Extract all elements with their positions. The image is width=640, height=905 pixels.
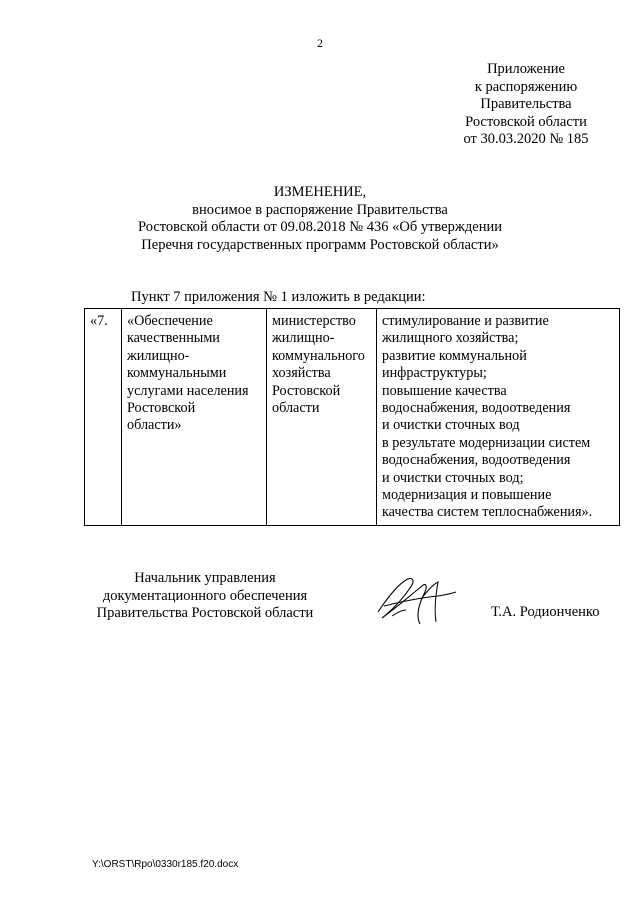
appendix-line: Приложение <box>487 61 565 77</box>
signatory-position <box>60 570 350 623</box>
table-row <box>85 309 620 526</box>
executor-line: области <box>272 400 320 417</box>
goals-line: жилищного хозяйства; <box>382 330 519 347</box>
item-number: «7. <box>90 313 108 329</box>
executor-cell <box>267 309 377 526</box>
executor-line: коммунального <box>272 347 365 364</box>
executor-line: хозяйства <box>272 365 331 382</box>
goals-line: стимулирование и развитие <box>382 313 549 329</box>
program-line: качественными <box>127 330 220 347</box>
signatory-name: Т.А. Родионченко <box>491 604 600 620</box>
position-line: Начальник управления <box>134 570 276 586</box>
heading-title: ИЗМЕНЕНИЕ, <box>273 184 367 200</box>
program-name-cell <box>122 309 267 526</box>
goals-line: и очистки сточных вод; <box>382 469 524 486</box>
program-line: Ростовской <box>127 400 196 417</box>
appendix-line: к распоряжению <box>474 78 578 95</box>
executor-line: жилищно- <box>272 330 335 347</box>
goals-line: качества систем теплоснабжения». <box>382 504 593 521</box>
amendment-table <box>84 308 620 526</box>
position-line: Правительства Ростовской области <box>96 605 314 621</box>
document-heading <box>0 184 640 254</box>
goals-cell <box>377 309 620 526</box>
appendix-line: от 30.03.2020 № 185 <box>463 131 589 147</box>
page-number: 2 <box>317 36 323 50</box>
appendix-line: Ростовской области <box>465 113 587 130</box>
executor-line: Ростовской <box>272 382 341 399</box>
program-line: области» <box>127 417 182 434</box>
goals-line: и очистки сточных вод <box>382 417 520 434</box>
goals-line: инфраструктуры; <box>382 365 487 382</box>
appendix-header <box>432 61 620 149</box>
program-line: услугами населения <box>127 382 249 399</box>
position-line: документационного обеспечения <box>102 587 308 604</box>
goals-line: повышение качества <box>382 382 507 399</box>
goals-line: развитие коммунальной <box>382 347 527 364</box>
goals-line: водоснабжения, водоотведения <box>382 452 571 469</box>
goals-line: водоснабжения, водоотведения <box>382 400 571 417</box>
goals-line: модернизация и повышение <box>382 487 552 504</box>
appendix-line: Правительства <box>480 96 572 112</box>
program-line: коммунальными <box>127 365 227 382</box>
handwritten-signature <box>372 572 460 632</box>
heading-line: вносимое в распоряжение Правительства <box>192 201 448 218</box>
goals-line: в результате модернизации систем <box>382 434 591 451</box>
program-line: «Обеспечение <box>127 313 213 329</box>
file-path: Y:\ORST\Rpo\0330r185.f20.docx <box>92 859 239 870</box>
item-number-cell <box>85 309 122 526</box>
intro-text: Пункт 7 приложения № 1 изложить в редакции: <box>131 289 426 305</box>
executor-line: министерство <box>272 313 356 329</box>
heading-line: Ростовской области от 09.08.2018 № 436 «Об утверждении <box>138 219 502 235</box>
heading-line: Перечня государственных программ Ростовской области» <box>141 236 499 253</box>
program-line: жилищно- <box>127 347 190 364</box>
